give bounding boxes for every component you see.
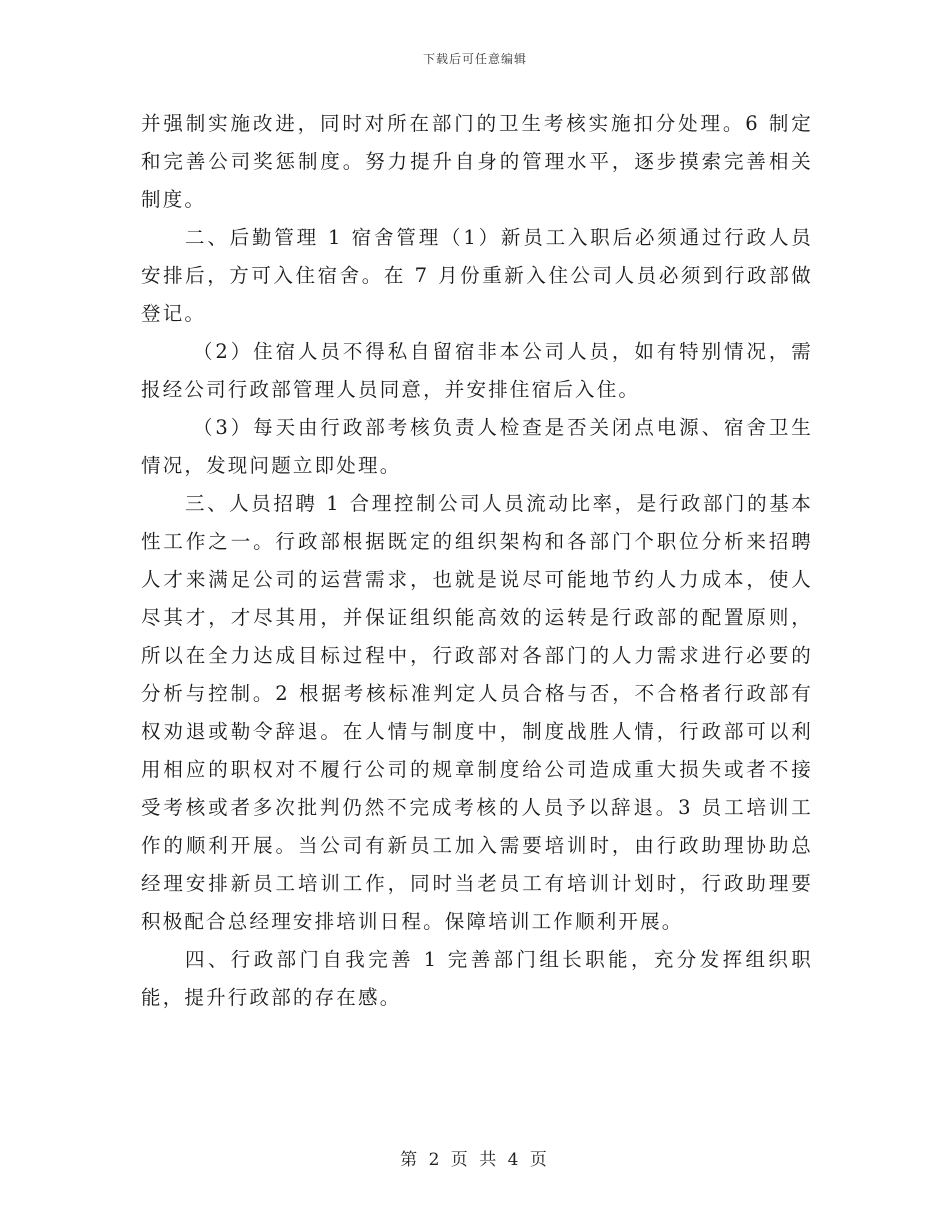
paragraph-dorm-rule-2: （2）住宿人员不得私自留宿非本公司人员，如有特别情况，需报经公司行政部管理人员同意，并安排住宿后入住。 bbox=[141, 340, 813, 401]
paragraph-continuation: 并强制实施改进，同时对所在部门的卫生考核实施扣分处理。6 制定和完善公司奖惩制度。努力提升自身的管理水平，逐步摸索完善相关制度。 bbox=[141, 112, 813, 211]
paragraph-recruitment: 三、人员招聘 1 合理控制公司人员流动比率，是行政部门的基本性工作之一。行政部根据既定的组织架构和各部门个职位分析来招聘人才来满足公司的运营需求，也就是说尽可能地节约人力成本，使人尽其才，才尽其用，并保证组织能高效的运转是行政部的配置原则，所以在全力达成目标过程中，行政部对各部门的人力需求进行必要的分析与控制。2 根据考核标准判定人员合格与否，不合格者行政部有权劝退或勒令辞退。在人情与制度中，制度战胜人情，行政部可以利用相应的职权对不履行公司的规章制度给公司造成重大损失或者不接受考核或者多次批判仍然不完成考核的人员予以辞退。3 员工培训工作的顺利开展。当公司有新员工加入需要培训时，由行政助理协助总经理安排新员工培训工作，同时当老员工有培训计划时，行政助理要积极配合总经理安排培训日程。保障培训工作顺利开展。 bbox=[141, 492, 813, 933]
paragraph-logistics-management: 二、后勤管理 1 宿舍管理（1）新员工入职后必须通过行政人员安排后，方可入住宿舍。在 7 月份重新入住公司人员必须到行政部做登记。 bbox=[141, 226, 813, 325]
document-body bbox=[141, 105, 813, 1017]
paragraph-dorm-rule-3: （3）每天由行政部考核负责人检查是否关闭点电源、宿舍卫生情况，发现问题立即处理。 bbox=[141, 416, 813, 477]
page-number-footer: 第 2 页 共 4 页 bbox=[400, 1150, 550, 1170]
page-header-note: 下载后可任意编辑 bbox=[422, 52, 527, 66]
paragraph-self-improvement: 四、行政部门自我完善 1 完善部门组长职能，充分发挥组织职能，提升行政部的存在感。 bbox=[141, 948, 813, 1009]
